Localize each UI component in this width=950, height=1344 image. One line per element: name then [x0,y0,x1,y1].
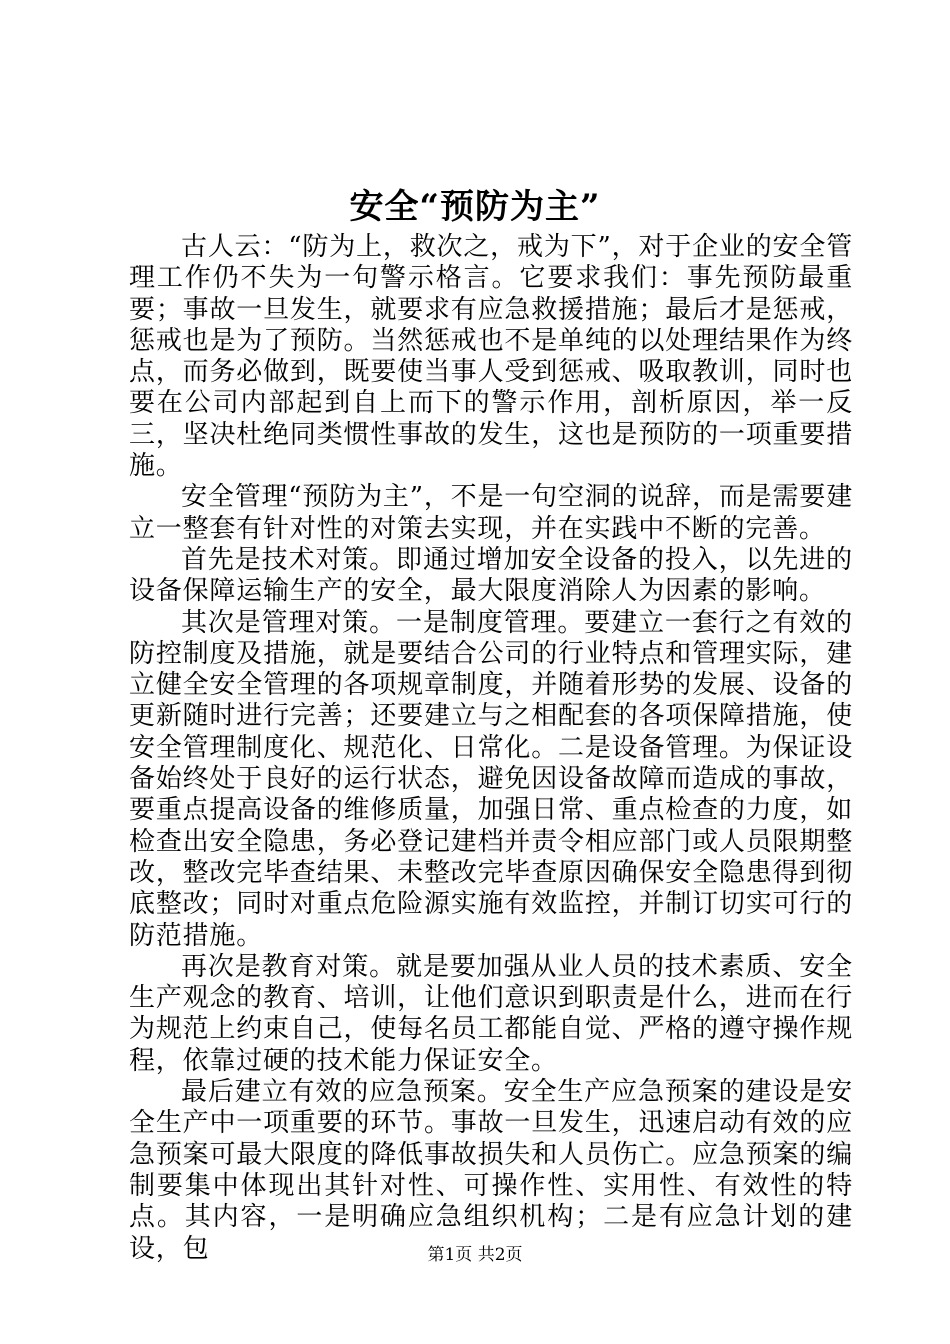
paragraph: 安全管理“预防为主”，不是一句空洞的说辞，而是需要建立一整套有针对性的对策去实现，并在实践中不断的完善。 [129,482,853,544]
paragraph: 首先是技术对策。即通过增加安全设备的投入，以先进的设备保障运输生产的安全，最大限度消除人为因素的影响。 [129,544,853,607]
paragraph: 其次是管理对策。一是制度管理。要建立一套行之有效的防控制度及措施，就是要结合公司的行业特点和管理实际，建立健全安全管理的各项规章制度，并随着形势的发展、设备的更新随时进行完善；还要建立与之相配套的各项保障措施，使安全管理制度化、规范化、日常化。二是设备管理。为保证设备始终处于良好的运行状态，避免因设备故障而造成的事故，要重点提高设备的维修质量，加强日常、重点检查的力度，如检查出安全隐患，务必登记建档并责令相应部门或人员限期整改，整改完毕查结果、未整改完毕查原因确保安全隐患得到彻底整改；同时对重点危险源实施有效监控，并制订切实可行的防范措施。 [129,607,853,951]
paragraph: 古人云：“防为上，救次之，戒为下”，对于企业的安全管理工作仍不失为一句警示格言。它要求我们：事先预防最重要；事故一旦发生，就要求有应急救援措施；最后才是惩戒，惩戒也是为了预防。当然惩戒也不是单纯的以处理结果作为终点，而务必做到，既要使当事人受到惩戒、吸取教训，同时也要在公司内部起到自上而下的警示作用，剖析原因，举一反三，坚决杜绝同类惯性事故的发生，这也是预防的一项重要措施。 [129,232,853,482]
paragraph: 最后建立有效的应急预案。安全生产应急预案的建设是安全生产中一项重要的环节。事故一旦发生，迅速启动有效的应急预案可最大限度的降低事故损失和人员伤亡。应急预案的编制要集中体现出其针对性、可操作性、实用性、有效性的特点。其内容，一是明确应急组织机构；二是有应急计划的建设，包 [129,1077,853,1264]
document-title: 安全“预防为主” [349,187,601,227]
page-footer: 第1页 共2页 [427,1245,523,1265]
paragraph: 再次是教育对策。就是要加强从业人员的技术素质、安全生产观念的教育、培训，让他们意识到职责是什么，进而在行为规范上约束自己，使每名员工都能自觉、严格的遵守操作规程，依靠过硬的技术能力保证安全。 [129,951,853,1076]
document-body [129,232,853,1265]
